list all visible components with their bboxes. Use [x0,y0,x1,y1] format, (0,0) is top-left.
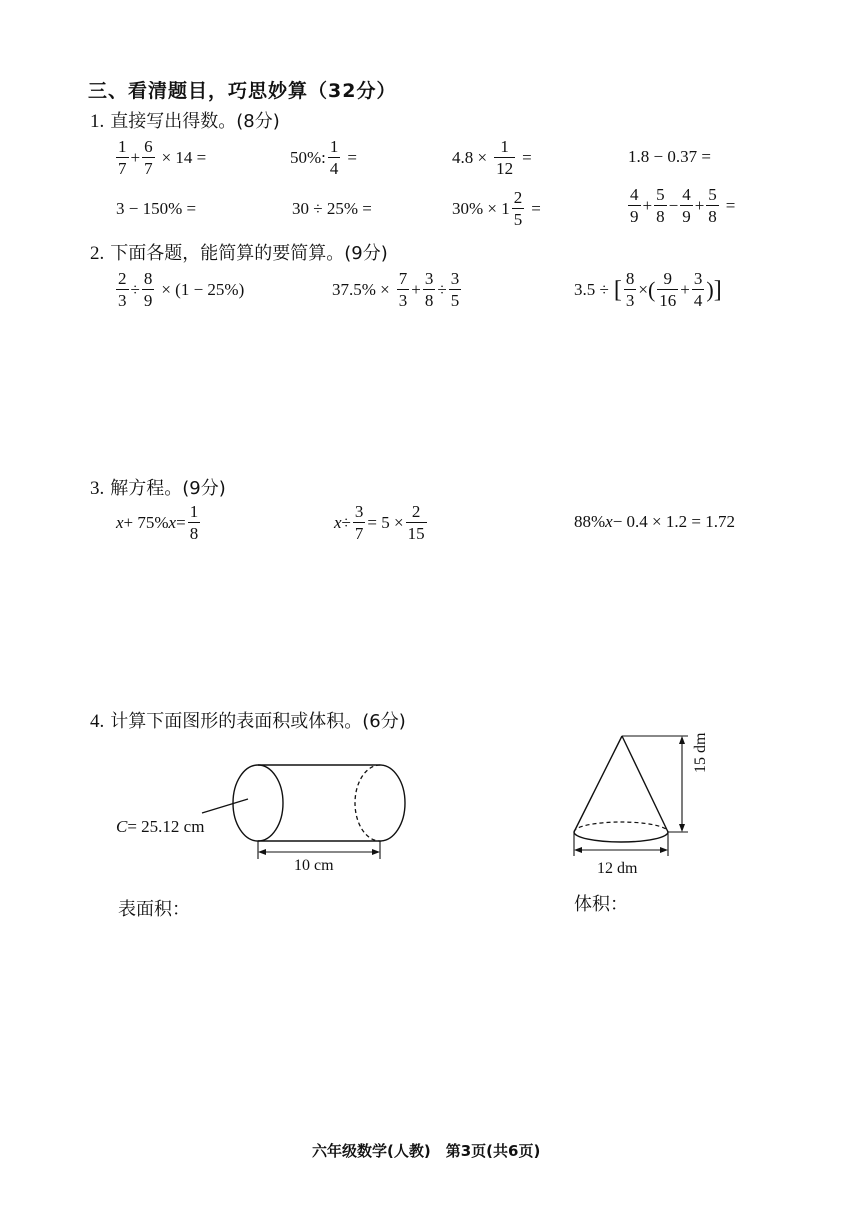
arrow-right [660,847,668,853]
q1-expr-5: 3 − 150% = [116,199,197,218]
q3-equation-2: x ÷ $\frac{3}{7}$ = 5 × $\frac{2}{15}$ [334,502,425,543]
fraction: $\frac{5}{8}$ [708,185,717,226]
fraction: $\frac{3}{7}$ [354,502,364,543]
question-1-number: 1. [90,111,105,132]
q3-equation-3: 88% x − 0.4 × 1.2 = 1.72 [574,512,735,531]
q2-expr-2: 37.5% × $\frac{7}{3}$ + $\frac{3}{8}$ ÷ $\frac{3}{5}$ [332,269,460,310]
q1-expr-1: $\frac{1}{7}$ + $\frac{6}{7}$ × 14 = [118,137,207,178]
cylinder-length-label: 10 cm [294,857,334,874]
question-2-title [90,239,388,265]
question-2-text: 下面各题，能简算的要简算。(9分) [110,243,388,264]
cone-left-slant [574,736,622,832]
q1-expr-2: 50%: $\frac{1}{4}$ = [290,137,357,178]
q2-expr-3: 3.5 ÷ [ $\frac{8}{3}$ × ( $\frac{9}{16}$ + $\frac{3}{4}$ ) ] [574,269,722,310]
fraction: $\frac{2}{15}$ [407,502,425,543]
cone-height-label: 15 dm [692,732,709,773]
q1-expr-6: 30 ÷ 25% = [292,199,372,218]
question-3-title [90,474,226,500]
fraction: $\frac{4}{9}$ [682,185,691,226]
cylinder-right-base-front [380,765,405,841]
question-3-number: 3. [90,478,105,499]
cylinder-right-base-hidden [355,765,380,841]
question-2-number: 2. [90,243,105,264]
surface-area-label: 表面积： [118,899,190,920]
fraction: $\frac{8}{9}$ [143,269,153,310]
circumference-symbol: C [116,817,128,836]
arrow-left [258,849,266,855]
arrow-left [574,847,582,853]
question-1-title [90,107,280,133]
arrow-right [372,849,380,855]
fraction: $\frac{6}{7}$ [144,137,153,178]
section-title: 三、看清题目，巧思妙算（32分） [88,80,397,102]
q1-expr-7: 30% × 1 $\frac{2}{5}$ = [452,188,541,229]
question-4-text: 计算下面图形的表面积或体积。(6分) [110,711,406,732]
cone-base-hidden [574,822,668,832]
fraction: $\frac{2}{5}$ [513,188,523,229]
fraction: $\frac{1}{4}$ [329,137,339,178]
cylinder-left-base [233,765,283,841]
fraction: $\frac{1}{7}$ [118,137,127,178]
question-4-number: 4. [90,711,105,732]
fraction: $\frac{7}{3}$ [398,269,408,310]
q2-expr-1: $\frac{2}{3}$ ÷ $\frac{8}{9}$ × (1 − 25%) [118,269,245,310]
fraction: $\frac{3}{8}$ [424,269,434,310]
question-1-text: 直接写出得数。(8分) [110,111,280,132]
fraction: $\frac{8}{3}$ [625,269,635,310]
arrow-down [679,824,685,832]
circumference-value: = 25.12 cm [127,817,205,836]
fraction: $\frac{1}{12}$ [496,137,514,178]
fraction: $\frac{4}{9}$ [630,185,639,226]
fraction: $\frac{5}{8}$ [656,185,665,226]
question-3-text: 解方程。(9分) [110,478,226,499]
circumference-label [116,817,204,837]
circumference-pointer [202,799,248,813]
q3-equation-1: x + 75% x = $\frac{1}{8}$ [116,502,199,543]
fraction: $\frac{9}{16}$ [659,269,677,310]
arrow-up [679,736,685,744]
q1-expr-4: 1.8 − 0.37 = [628,147,711,166]
fraction: $\frac{2}{3}$ [118,269,127,310]
page-footer: 六年级数学(人教) 第3页(共6页) [312,1142,541,1160]
cone-base-front [574,832,668,842]
fraction: $\frac{1}{8}$ [189,502,199,543]
q1-expr-8: $\frac{4}{9}$ + $\frac{5}{8}$ − $\frac{4}{9}$ + $\frac{5}{8}$ = [630,185,736,226]
q1-expr-3: 4.8 × $\frac{1}{12}$ = [452,137,532,178]
volume-label: 体积： [574,894,628,915]
cone-diameter-label: 12 dm [597,860,638,877]
cone-right-slant [622,736,668,832]
fraction: $\frac{3}{5}$ [450,269,460,310]
question-4-title [90,707,406,733]
fraction: $\frac{3}{4}$ [693,269,703,310]
